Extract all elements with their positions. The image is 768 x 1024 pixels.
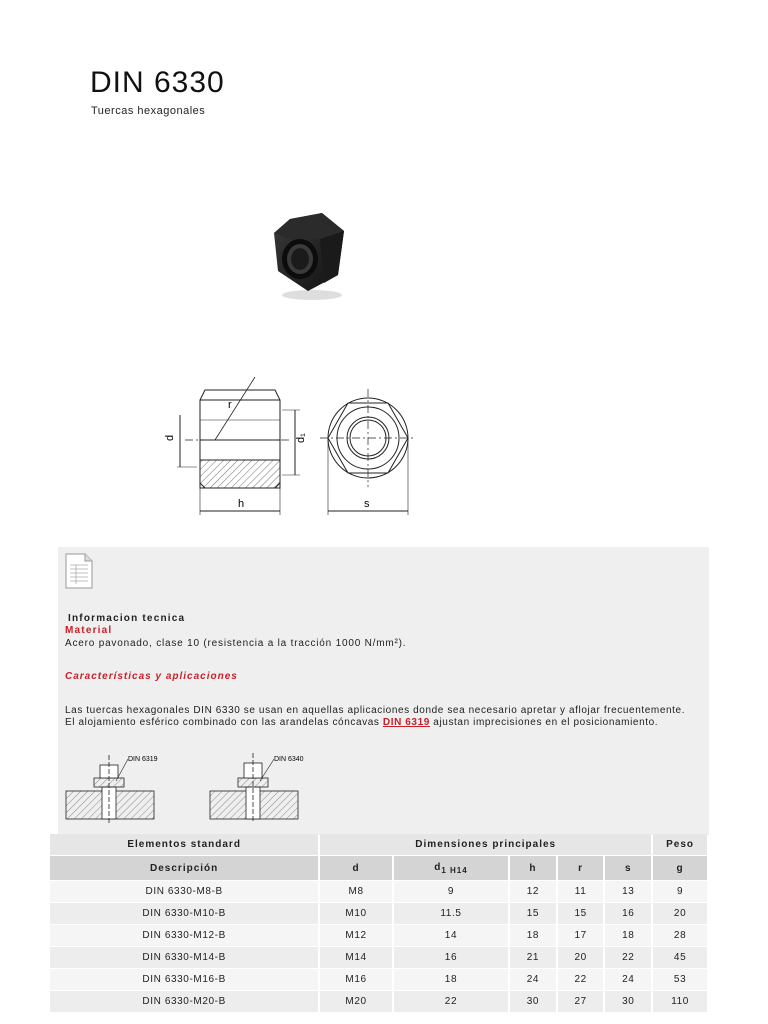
cell-d: M16 xyxy=(320,969,392,990)
technical-drawing xyxy=(160,375,470,520)
col-g: g xyxy=(653,856,707,880)
cell-d1: 16 xyxy=(394,947,508,968)
cell-d: M12 xyxy=(320,925,392,946)
col-d: d xyxy=(320,856,392,880)
cell-g: 9 xyxy=(653,881,707,902)
cell-g: 53 xyxy=(653,969,707,990)
page-subtitle: Tuercas hexagonales xyxy=(91,105,206,117)
cell-g: 45 xyxy=(653,947,707,968)
cell-d: M20 xyxy=(320,991,392,1012)
cell-desc: DIN 6330-M12-B xyxy=(50,925,318,946)
col-s: s xyxy=(605,856,651,880)
table-row xyxy=(50,947,707,968)
cell-r: 22 xyxy=(558,969,604,990)
cell-d1: 9 xyxy=(394,881,508,902)
features-label: Características y aplicaciones xyxy=(65,671,238,682)
dim-r-label: r xyxy=(228,399,232,411)
cell-g: 110 xyxy=(653,991,707,1012)
cell-s: 22 xyxy=(605,947,651,968)
features-line-1: Las tuercas hexagonales DIN 6330 se usan en aquellas aplicaciones donde sea necesario apretar y aflojar frecuentemente. xyxy=(65,705,686,716)
cell-desc: DIN 6330-M20-B xyxy=(50,991,318,1012)
cell-d1: 14 xyxy=(394,925,508,946)
table-row xyxy=(50,903,707,924)
cell-r: 17 xyxy=(558,925,604,946)
assembly-label-2: DIN 6340 xyxy=(274,756,304,763)
cell-d: M8 xyxy=(320,881,392,902)
dim-d1-label: d₁ xyxy=(295,433,307,443)
cell-r: 27 xyxy=(558,991,604,1012)
product-photo xyxy=(268,205,354,301)
document-icon[interactable] xyxy=(64,553,94,589)
spec-table xyxy=(48,833,709,1013)
col-d1-sub: 1 H14 xyxy=(441,865,468,875)
info-heading: Informacion tecnica xyxy=(68,613,186,624)
cell-s: 13 xyxy=(605,881,651,902)
dim-h-label: h xyxy=(238,498,245,510)
group-dimensiones: Dimensiones principales xyxy=(320,834,651,855)
cell-r: 11 xyxy=(558,881,604,902)
table-row xyxy=(50,991,707,1012)
cell-d1: 11.5 xyxy=(394,903,508,924)
cell-s: 18 xyxy=(605,925,651,946)
cell-s: 24 xyxy=(605,969,651,990)
info-panel xyxy=(58,547,709,835)
features-line-2 xyxy=(65,717,705,729)
assembly-drawing xyxy=(64,751,314,823)
material-label: Material xyxy=(65,625,113,636)
cell-r: 20 xyxy=(558,947,604,968)
features-text xyxy=(65,705,705,729)
table-row xyxy=(50,881,707,902)
col-h: h xyxy=(510,856,556,880)
page-title: DIN 6330 xyxy=(90,66,225,99)
col-d1 xyxy=(394,856,508,880)
cell-r: 15 xyxy=(558,903,604,924)
cell-desc: DIN 6330-M14-B xyxy=(50,947,318,968)
table-row xyxy=(50,969,707,990)
dim-d-label: d xyxy=(164,434,176,441)
cell-d1: 22 xyxy=(394,991,508,1012)
cell-desc: DIN 6330-M16-B xyxy=(50,969,318,990)
cell-s: 16 xyxy=(605,903,651,924)
cell-g: 20 xyxy=(653,903,707,924)
cell-s: 30 xyxy=(605,991,651,1012)
cell-d: M14 xyxy=(320,947,392,968)
cell-d1: 18 xyxy=(394,969,508,990)
assembly-label-1: DIN 6319 xyxy=(128,756,158,763)
cell-h: 18 xyxy=(510,925,556,946)
col-descripcion: Descripción xyxy=(50,856,318,880)
group-elementos: Elementos standard xyxy=(50,834,318,855)
cell-h: 12 xyxy=(510,881,556,902)
din-6319-link[interactable]: DIN 6319 xyxy=(382,717,430,728)
cell-h: 21 xyxy=(510,947,556,968)
material-text: Acero pavonado, clase 10 (resistencia a la tracción 1000 N/mm²). xyxy=(65,638,407,649)
cell-desc: DIN 6330-M8-B xyxy=(50,881,318,902)
features-line-2-start: El alojamiento esférico combinado con las arandelas cóncavas xyxy=(65,717,383,728)
cell-g: 28 xyxy=(653,925,707,946)
dim-s-label: s xyxy=(364,498,370,510)
table-column-header xyxy=(50,856,707,880)
group-peso: Peso xyxy=(653,834,707,855)
col-r: r xyxy=(558,856,604,880)
col-d1-main: d xyxy=(434,861,442,873)
cell-d: M10 xyxy=(320,903,392,924)
cell-h: 30 xyxy=(510,991,556,1012)
cell-desc: DIN 6330-M10-B xyxy=(50,903,318,924)
cell-h: 24 xyxy=(510,969,556,990)
table-row xyxy=(50,925,707,946)
cell-h: 15 xyxy=(510,903,556,924)
table-group-header xyxy=(50,834,707,855)
features-line-2-end: ajustan imprecisiones en el posicionamiento. xyxy=(429,717,659,728)
